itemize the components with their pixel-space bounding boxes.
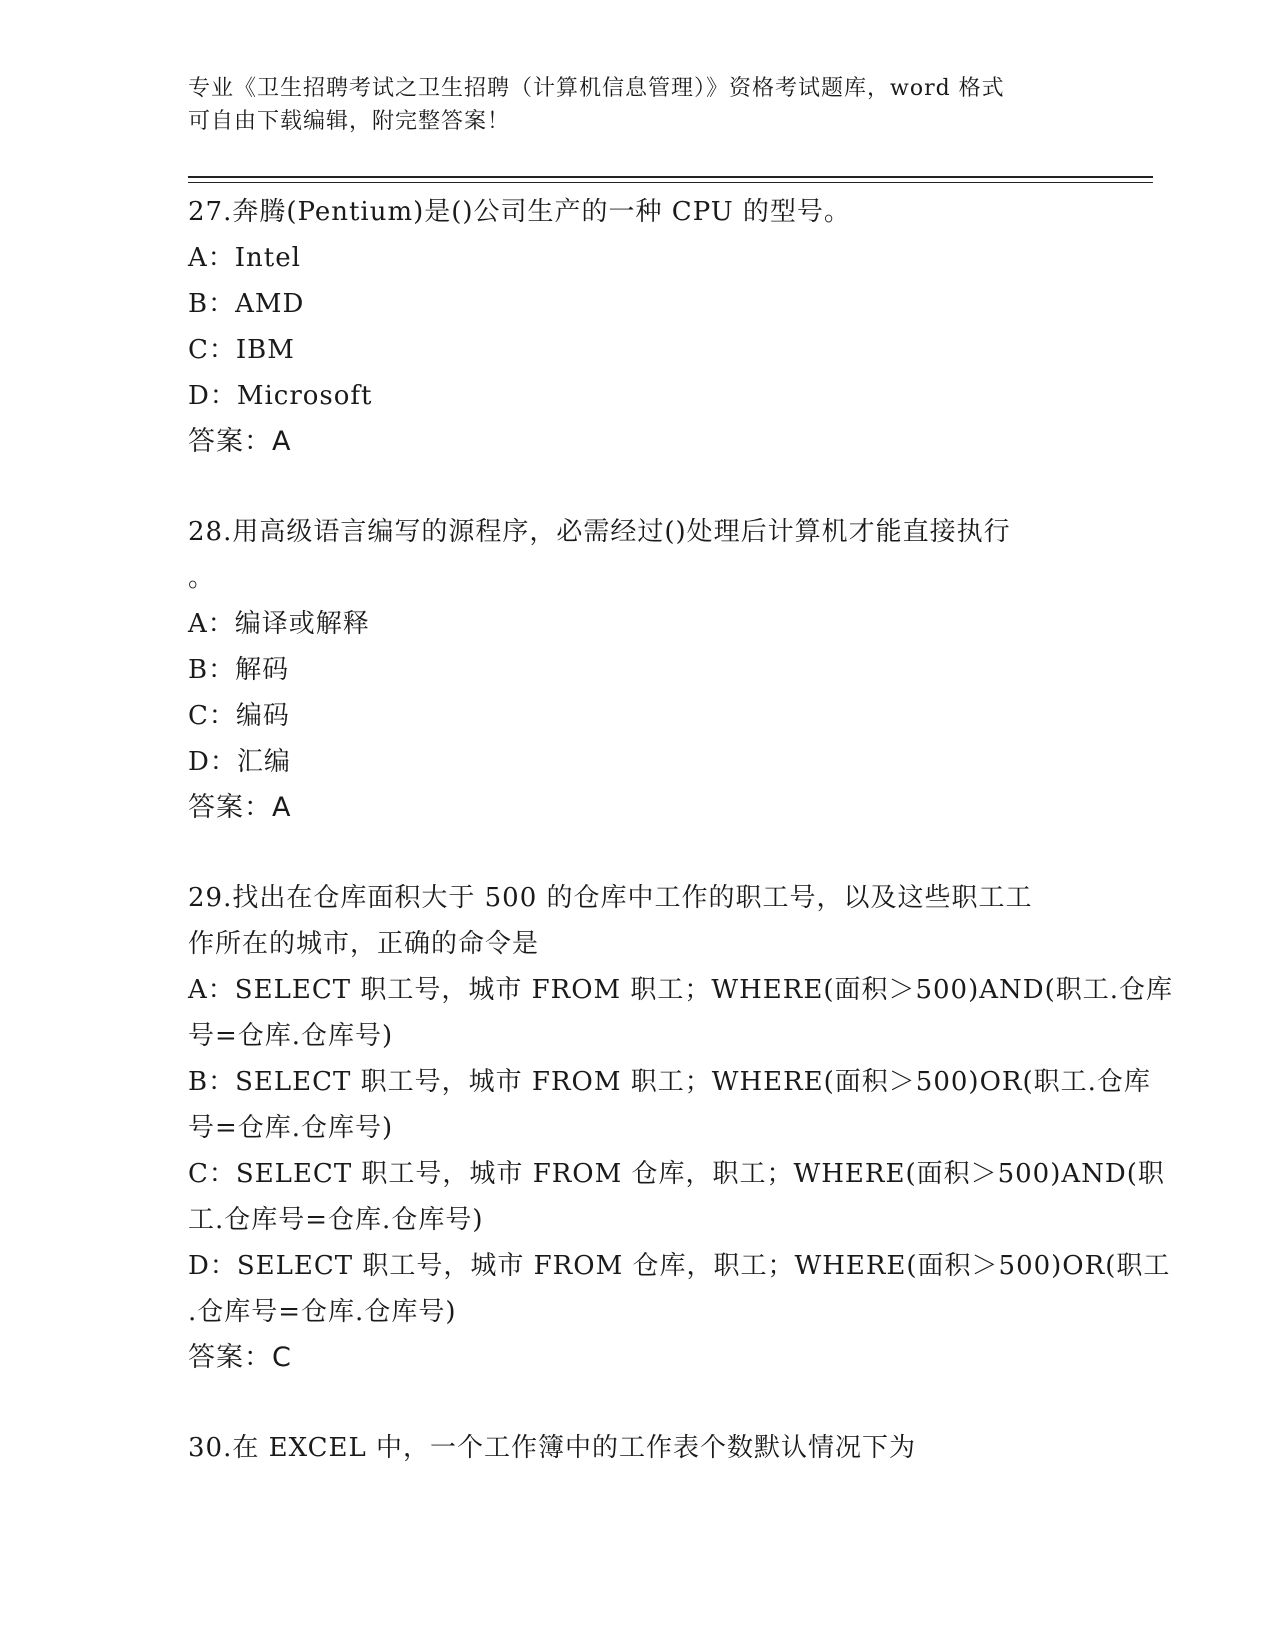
header-divider-thin — [188, 182, 1153, 183]
option-a-continued: 号=仓库.仓库号) — [188, 1021, 394, 1051]
header-line-2: 可自由下载编辑，附完整答案！ — [188, 109, 511, 134]
question-list — [188, 189, 1174, 1471]
option-a: A：SELECT 职工号，城市 FROM 职工；WHERE(面积＞500)AND(职工.仓库 — [188, 975, 1174, 1005]
option-b: B：SELECT 职工号，城市 FROM 职工；WHERE(面积＞500)OR(职工.仓库 — [188, 1067, 1151, 1097]
option-b: B：解码 — [188, 655, 290, 685]
document-header — [188, 72, 1068, 138]
option-b: B：AMD — [188, 289, 305, 319]
option-a: A：编译或解释 — [188, 609, 370, 639]
question-block — [188, 509, 1088, 831]
question-stem: 29.找出在仓库面积大于 500 的仓库中工作的职工号，以及这些职工工 — [188, 883, 1033, 913]
option-c: C：编码 — [188, 701, 290, 731]
option-d: D：汇编 — [188, 747, 291, 777]
option-d-continued: .仓库号=仓库.仓库号) — [188, 1297, 457, 1327]
answer-text: 答案：A — [188, 792, 292, 823]
question-stem-continued: 作所在的城市，正确的命令是 — [188, 929, 540, 959]
header-line-1: 专业《卫生招聘考试之卫生招聘（计算机信息管理）》资格考试题库，word 格式 — [188, 76, 1005, 101]
option-b-continued: 号=仓库.仓库号) — [188, 1113, 394, 1143]
option-d: D：SELECT 职工号，城市 FROM 仓库，职工；WHERE(面积＞500)OR(职工 — [188, 1251, 1171, 1281]
answer-text: 答案：A — [188, 426, 292, 457]
option-a: A：Intel — [188, 243, 301, 273]
question-stem: 30.在 EXCEL 中，一个工作簿中的工作表个数默认情况下为 — [188, 1433, 917, 1463]
question-stem: 27.奔腾(Pentium)是()公司生产的一种 CPU 的型号。 — [188, 197, 851, 227]
option-d: D：Microsoft — [188, 381, 373, 411]
header-divider-thick — [188, 176, 1153, 178]
option-c-continued: 工.仓库号=仓库.仓库号) — [188, 1205, 484, 1235]
option-c: C：IBM — [188, 335, 295, 365]
question-block — [188, 189, 1088, 465]
option-c: C：SELECT 职工号，城市 FROM 仓库，职工；WHERE(面积＞500)AND(职 — [188, 1159, 1165, 1189]
question-stem-continued: 。 — [188, 563, 216, 593]
question-block — [188, 875, 1174, 1381]
question-stem: 28.用高级语言编写的源程序，必需经过()处理后计算机才能直接执行 — [188, 517, 1011, 547]
answer-text: 答案：C — [188, 1342, 292, 1373]
question-block — [188, 1425, 1088, 1471]
